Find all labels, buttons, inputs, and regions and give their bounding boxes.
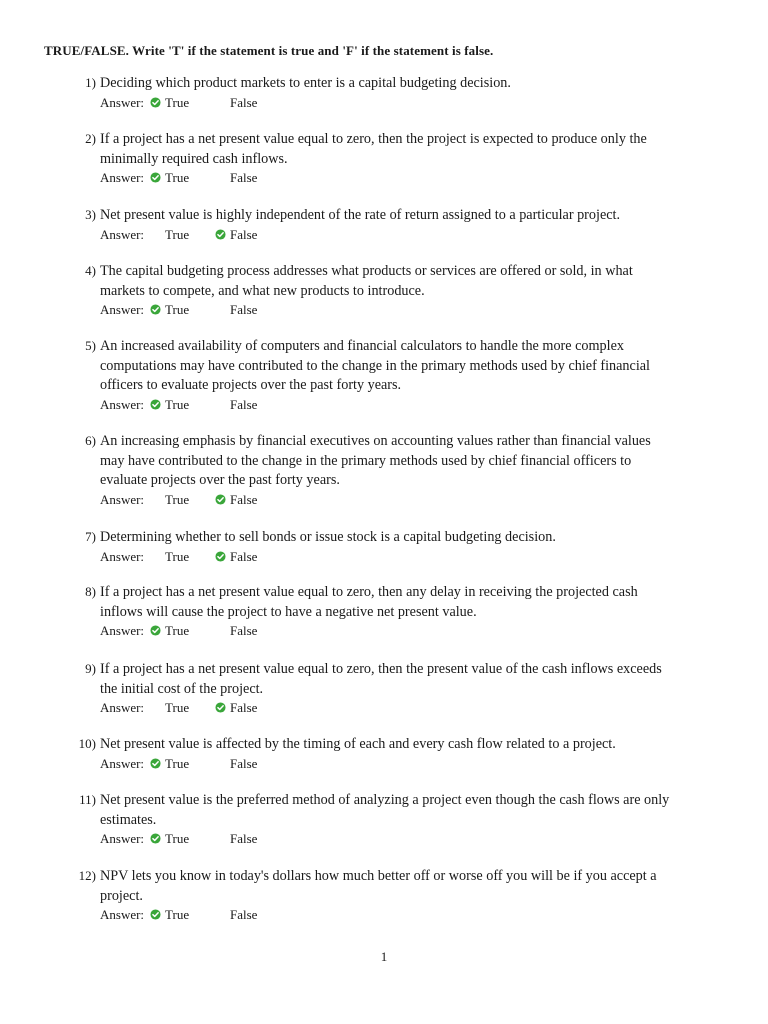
answer-label: Answer: — [100, 170, 145, 186]
question-text — [100, 528, 720, 548]
answer-label: Answer: — [100, 831, 145, 847]
question-text-line: minimally required cash inflows. — [100, 150, 288, 167]
question-number: 7) — [85, 529, 96, 544]
answer-label: Answer: — [100, 94, 145, 110]
question-number: 3) — [85, 207, 96, 222]
question-text-line: The capital budgeting process addresses what products or services are offered or sold, in what — [100, 263, 633, 279]
answer-label: Answer: — [100, 755, 145, 771]
option-true: True — [165, 396, 190, 412]
option-false: False — [230, 700, 258, 716]
question-text — [100, 74, 720, 94]
answer-label: Answer: — [100, 491, 145, 507]
option-false: False — [230, 170, 258, 186]
question-text-line: the initial cost of the project. — [100, 680, 264, 697]
question-text — [100, 791, 720, 830]
check-icon — [150, 758, 161, 769]
answer-label: Answer: — [100, 700, 145, 716]
question-text — [100, 867, 720, 906]
option-true: True — [165, 907, 190, 923]
question-text — [100, 660, 720, 699]
question-number: 12) — [78, 868, 96, 883]
option-false: False — [230, 491, 258, 507]
question-text-line: Deciding which product markets to enter is a capital budgeting decision. — [100, 75, 511, 91]
question-text-line: Determining whether to sell bonds or issue stock is a capital budgeting decision. — [100, 529, 556, 545]
option-true: True — [165, 226, 190, 242]
question-number: 8) — [85, 584, 96, 599]
page-number: 1 — [380, 949, 388, 964]
option-false: False — [230, 623, 258, 639]
check-icon — [150, 833, 161, 844]
check-icon — [150, 97, 161, 108]
question-text — [100, 206, 720, 226]
question-number: 1) — [85, 75, 96, 90]
question-text — [100, 130, 720, 169]
check-icon — [150, 304, 161, 315]
option-false: False — [230, 831, 258, 847]
question-number: 4) — [85, 263, 96, 278]
option-true: True — [165, 831, 190, 847]
question-text-line: inflows will cause the project to have a negative net present value. — [100, 603, 477, 620]
option-false: False — [230, 226, 258, 242]
option-false: False — [230, 548, 258, 564]
option-true: True — [165, 491, 190, 507]
check-icon — [215, 229, 226, 240]
option-true: True — [165, 548, 190, 564]
check-icon — [150, 399, 161, 410]
option-true: True — [165, 94, 190, 110]
answer-label: Answer: — [100, 226, 145, 242]
question-text-line: NPV lets you know in today's dollars how much better off or worse off you will be if you accept a — [100, 868, 657, 884]
question-text-line: estimates. — [100, 811, 157, 828]
question-text — [100, 735, 720, 755]
question-number: 5) — [85, 338, 96, 353]
check-icon — [215, 494, 226, 505]
option-false: False — [230, 755, 258, 771]
question-text-line: computations may have contributed to the change in the primary methods used by chief financial — [100, 357, 650, 374]
question-text — [100, 583, 720, 622]
check-icon — [150, 625, 161, 636]
section-header: TRUE/FALSE. Write 'T' if the statement is true and 'F' if the statement is false. — [44, 43, 494, 58]
answer-label: Answer: — [100, 907, 145, 923]
option-false: False — [230, 907, 258, 923]
option-false: False — [230, 302, 258, 318]
question-text-line: Net present value is affected by the timing of each and every cash flow related to a project. — [100, 736, 616, 752]
question-text-line: Net present value is highly independent of the rate of return assigned to a particular project. — [100, 207, 621, 223]
answer-label: Answer: — [100, 623, 145, 639]
check-icon — [150, 172, 161, 183]
option-true: True — [165, 623, 190, 639]
question-text-line: If a project has a net present value equal to zero, then any delay in receiving the projected cash — [100, 584, 638, 600]
option-false: False — [230, 396, 258, 412]
question-number: 2) — [85, 131, 96, 146]
check-icon — [215, 551, 226, 562]
question-text-line: evaluate projects over the past forty years. — [100, 472, 340, 489]
question-text-line: If a project has a net present value equal to zero, then the present value of the cash inflows exceeds — [100, 661, 662, 677]
question-number: 6) — [85, 433, 96, 448]
check-icon — [150, 909, 161, 920]
answer-label: Answer: — [100, 396, 145, 412]
question-text-line: officers to evaluate projects over the past forty years. — [100, 377, 402, 394]
question-text-line: Net present value is the preferred method of analyzing a project even though the cash flows are only — [100, 792, 670, 808]
question-text-line: If a project has a net present value equal to zero, then the project is expected to produce only the — [100, 131, 647, 147]
question-text — [100, 432, 720, 491]
answer-label: Answer: — [100, 548, 145, 564]
option-true: True — [165, 700, 190, 716]
question-number: 9) — [85, 661, 96, 676]
question-number: 11) — [79, 792, 96, 807]
option-true: True — [165, 755, 190, 771]
option-true: True — [165, 302, 190, 318]
question-text-line: project. — [100, 887, 143, 904]
question-text-line: An increasing emphasis by financial executives on accounting values rather than financial values — [100, 433, 651, 449]
question-text — [100, 337, 720, 396]
check-icon — [215, 702, 226, 713]
answer-label: Answer: — [100, 302, 145, 318]
option-false: False — [230, 94, 258, 110]
option-true: True — [165, 170, 190, 186]
question-number: 10) — [78, 736, 96, 751]
question-text-line: An increased availability of computers and financial calculators to handle the more complex — [100, 338, 624, 354]
question-text-line: may have contributed to the change in the primary methods used by chief financial officers to — [100, 452, 632, 469]
question-text — [100, 262, 720, 301]
question-text-line: markets to compete, and what new products to introduce. — [100, 282, 425, 299]
